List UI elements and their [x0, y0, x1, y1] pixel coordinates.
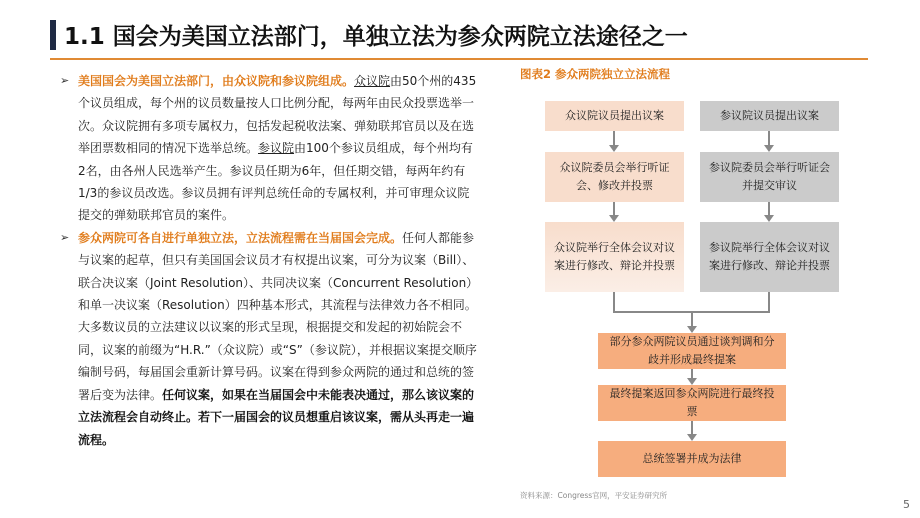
- senate-step-2: 参议院委员会举行听证会并提交审议: [700, 152, 839, 202]
- arrow-bullet-icon: ➢: [60, 74, 70, 87]
- term-house: 众议院: [354, 74, 391, 88]
- paragraph-legislation: [60, 227, 480, 451]
- highlight-congress: 美国国会为美国立法部门，由众议院和参议院组成。: [78, 74, 355, 88]
- merge-connector: [768, 292, 770, 312]
- page-title: 1.1 国会为美国立法部门，单独立法为参众两院立法途径之一: [64, 24, 688, 50]
- bold-legislation-note: 任何议案，如果在当届国会中未能表决通过，那么该议案的立法流程会自动终止。若下一届国会的议员想重启该议案，需从头再走一遍流程。: [78, 387, 475, 447]
- house-step-2: 众议院委员会举行听证会、修改并投票: [545, 152, 684, 202]
- page-number: 5: [903, 498, 910, 511]
- paragraph-congress: [60, 70, 480, 227]
- merge-connector: [613, 311, 770, 313]
- figure-title: 图表2 参众两院独立立法流程: [520, 67, 671, 81]
- arrow-bullet-icon: ➢: [60, 230, 70, 244]
- highlight-legislation: 参众两院可各自进行单独立法，立法流程需在当届国会完成。: [78, 230, 403, 245]
- senate-step-3: 参议院举行全体会议对议案进行修改、辩论并投票: [700, 222, 839, 292]
- joint-step-1: 部分参众两院议员通过谈判调和分歧并形成最终提案: [598, 333, 786, 369]
- text-house: 由50个州的435个议员组成，每个州的议员数量按人口比例分配，每两年由民众投票选举一次。众议院拥有多项专属权力，包括发起税收法案、弹劾联邦官员以及在选举团票数相同的情况下选举总统。: [78, 74, 477, 156]
- source-note: 资料来源：Congress官网，平安证券研究所: [520, 491, 668, 500]
- house-step-3: 众议院举行全体会议对议案进行修改、辩论并投票: [545, 222, 684, 292]
- house-step-1: 众议院议员提出议案: [545, 101, 684, 131]
- term-senate: 参议院: [258, 141, 295, 156]
- title-accent-bar: [50, 20, 56, 50]
- joint-step-3: 总统签署并成为法律: [598, 441, 786, 477]
- joint-step-2: 最终提案返回参众两院进行最终投票: [598, 385, 786, 421]
- body-text: [60, 70, 480, 451]
- text-senate: 由100个参议员组成，每个州均有2名，由各州人民选举产生。参议员任期为6年，但任期交错，每两年约有1/3的参议员改选。参议员拥有评判总统任命的专属权利，并可审理众议院提交的弹劾联邦官员的案件。: [78, 141, 473, 223]
- text-legislation: 任何人都能参与议案的起草，但只有美国国会议员才有权提出议案，可分为议案（Bill）、联合决议案（Joint Resolution）、共同决议案（Concurrent Resolution）和单一决议案（Resolution）四种基本形式，其流程与法律效力各不相同。大多数议员的立法建议以议案的形式呈现，根据提交和发起的初始院会不同，议案的前缀为“H.R.”（众议院）或“S”（参议院），并根据议案提交顺序编制号码，每届国会重新计算号码。议案在得到参众两院的通过和总统的签署后变为法律。: [78, 230, 479, 402]
- title-bar: [0, 0, 920, 60]
- merge-connector: [613, 292, 615, 312]
- senate-step-1: 参议院议员提出议案: [700, 101, 839, 131]
- title-divider: [50, 58, 868, 60]
